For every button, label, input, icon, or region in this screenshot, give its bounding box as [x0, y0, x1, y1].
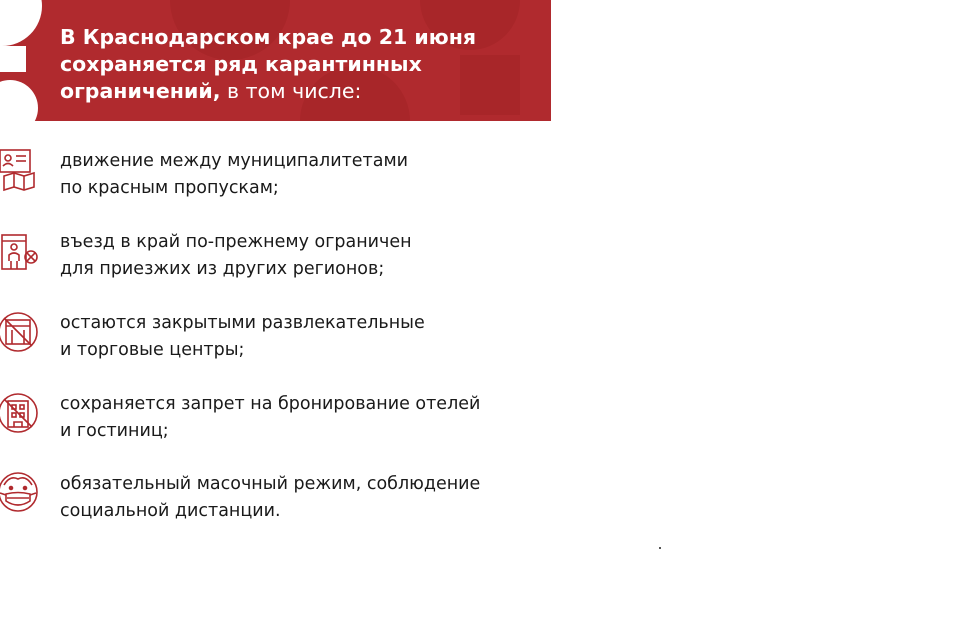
list-item [0, 229, 560, 289]
header-line-3 [60, 78, 476, 105]
list-item [0, 148, 560, 208]
item-text [60, 310, 425, 364]
item-text-line-2: и гостиниц; [60, 421, 169, 441]
list-item [0, 310, 560, 370]
border-control-icon [0, 227, 42, 273]
item-text [60, 148, 408, 202]
item-text-line-2: социальной дистанции. [60, 501, 281, 521]
header-line-2: сохраняется ряд карантинных [60, 52, 422, 76]
stray-dot [659, 547, 661, 549]
item-text-line-1: въезд в край по-прежнему ограничен [60, 232, 412, 252]
item-text [60, 391, 480, 445]
item-text [60, 229, 412, 283]
header-title [60, 24, 476, 105]
list-item [0, 471, 560, 531]
closed-mall-icon [0, 308, 42, 354]
item-text [60, 471, 480, 525]
header-line-1: В Краснодарском крае до 21 июня [60, 25, 477, 49]
item-text-line-1: движение между муниципалитетами [60, 151, 409, 171]
mask-icon [0, 469, 42, 515]
item-text-line-2: и торговые центры; [60, 340, 245, 360]
item-text-line-2: по красным пропускам; [60, 178, 279, 198]
list-item [0, 391, 560, 451]
header-line-3-bold: ограничений, [60, 79, 221, 103]
passes-icon [0, 146, 42, 192]
item-text-line-1: остаются закрытыми развлекательные [60, 313, 425, 333]
item-text-line-1: обязательный масочный режим, соблюдение [60, 474, 481, 494]
no-hotel-icon [0, 389, 42, 435]
header-banner [0, 0, 551, 121]
item-text-line-1: сохраняется запрет на бронирование отелей [60, 394, 481, 414]
header-line-3-light: в том числе: [220, 79, 362, 103]
item-text-line-2: для приезжих из других регионов; [60, 259, 385, 279]
